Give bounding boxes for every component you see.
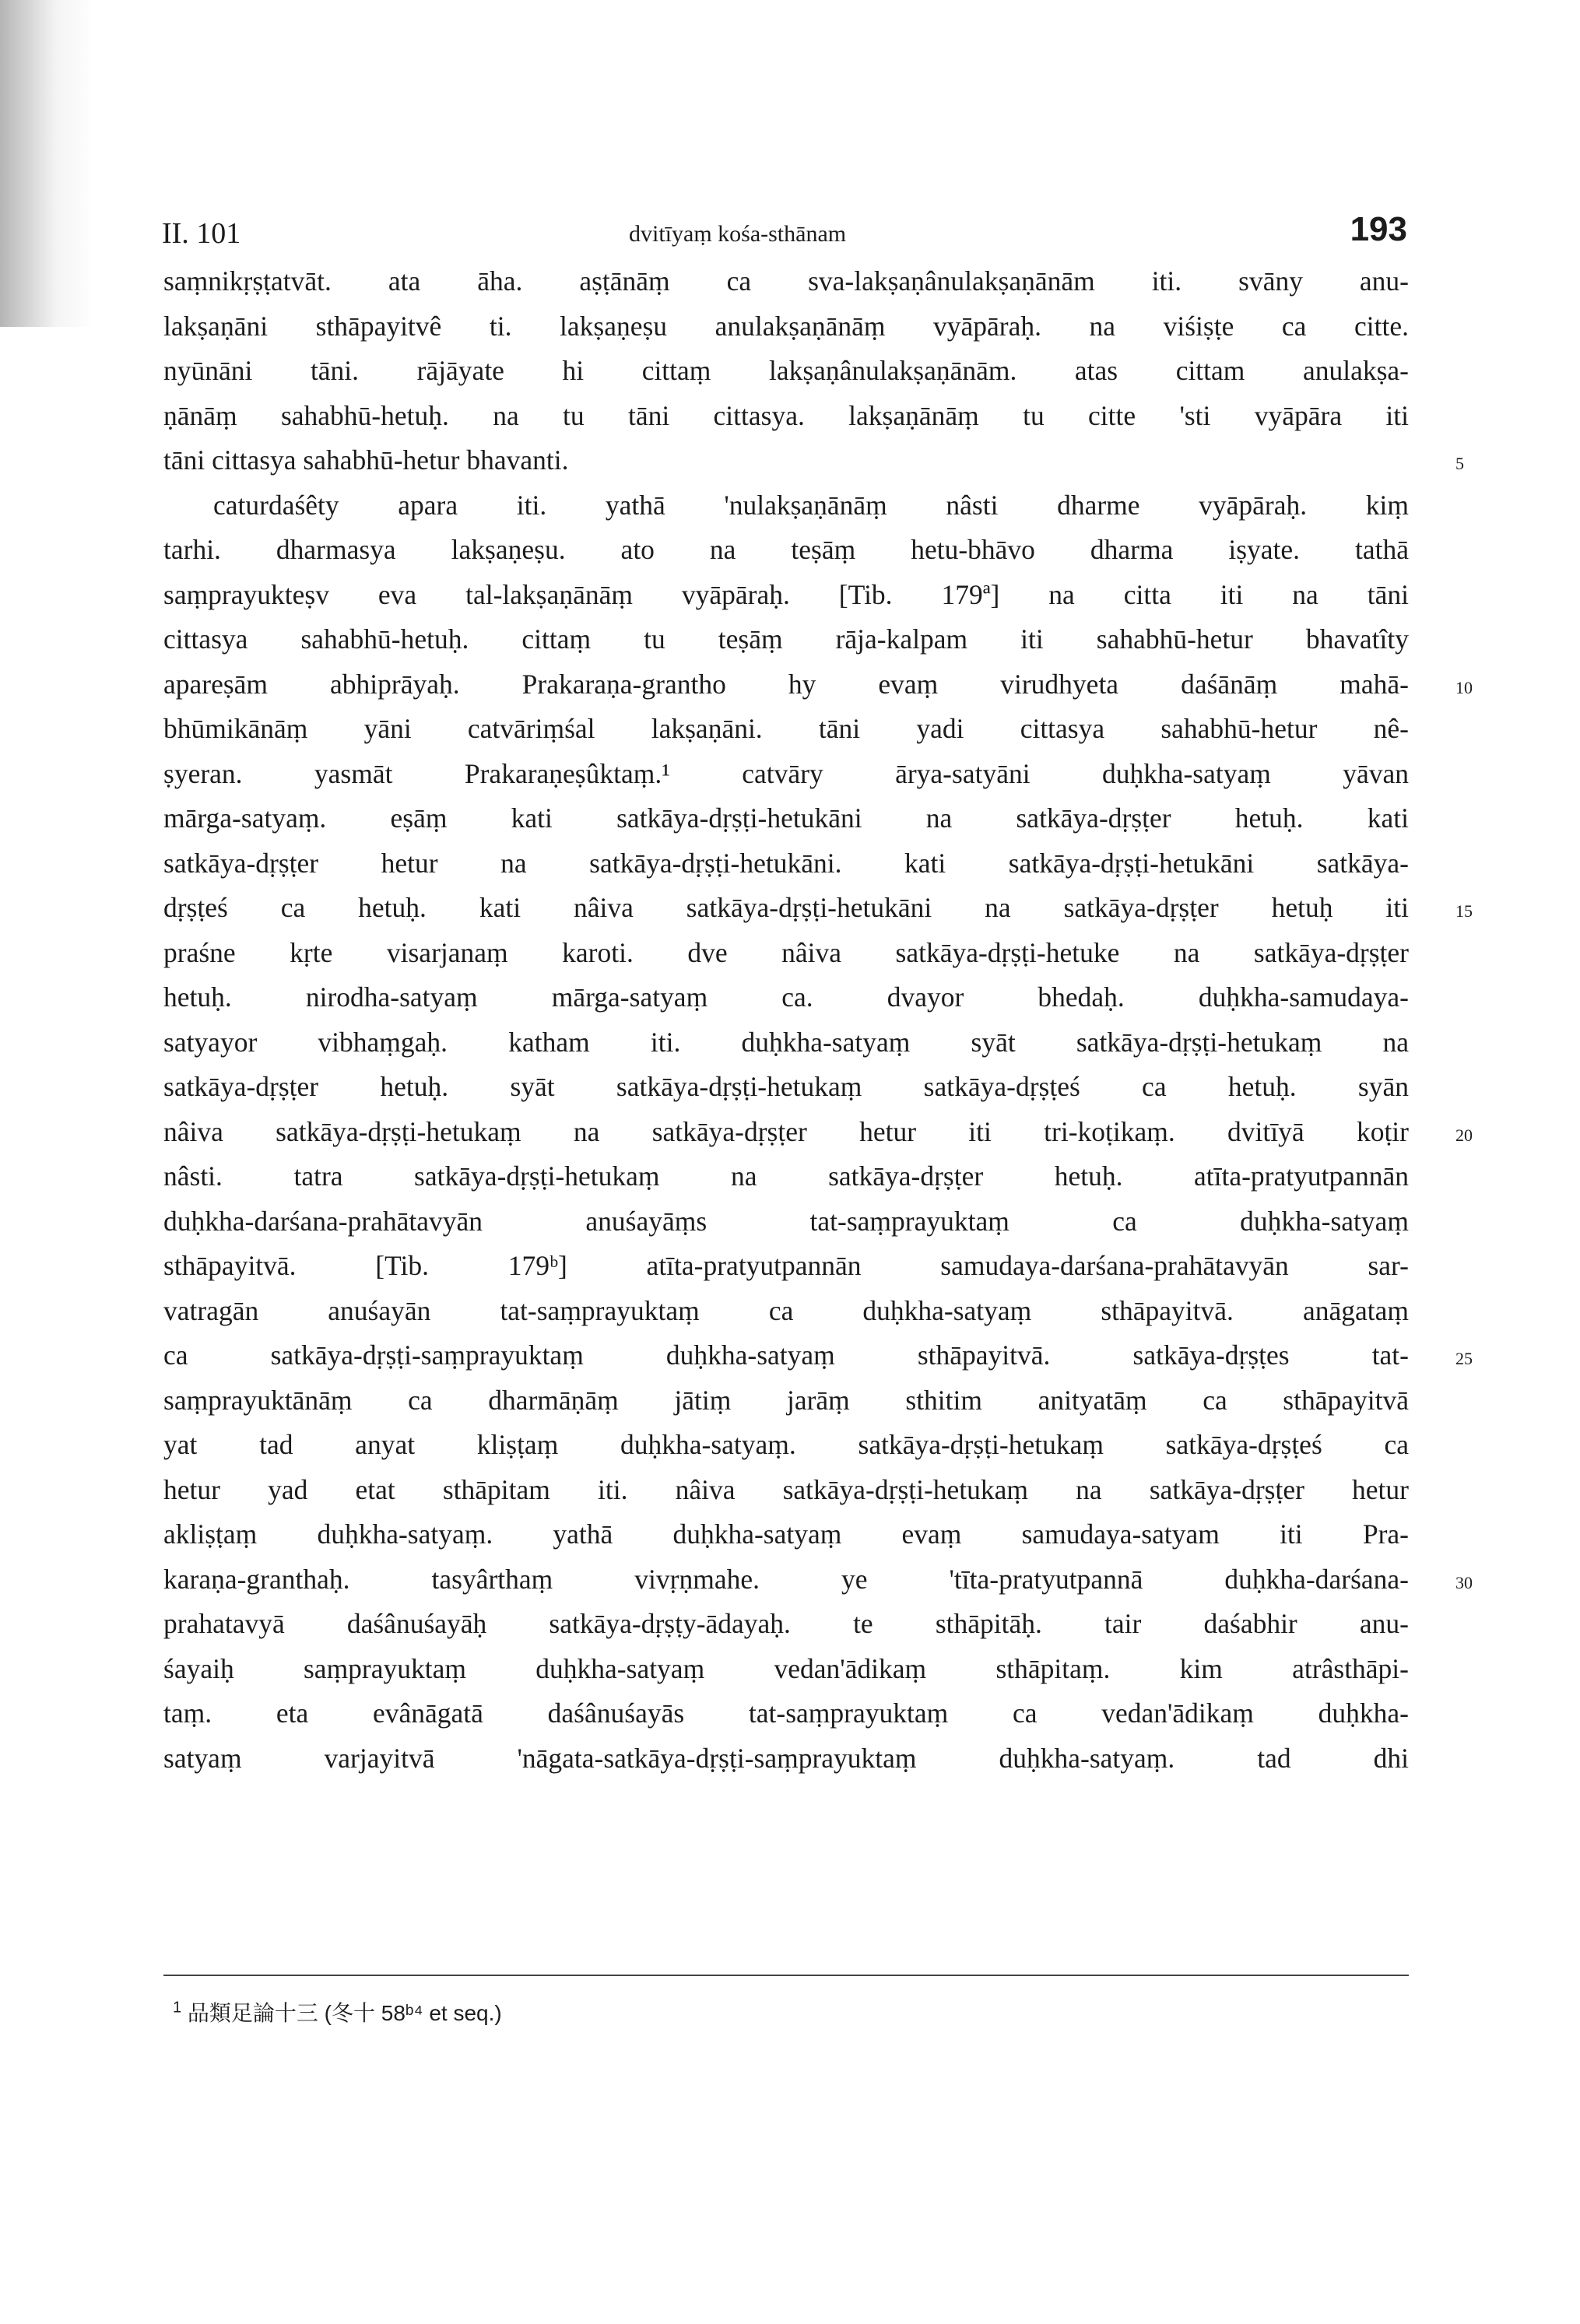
text-line (163, 1736, 1409, 1782)
text-line-content: tarhi. dharmasya lakṣaṇeṣu. ato na teṣāṃ hetu-bhāvo dharma iṣyate. tathā (163, 534, 1409, 565)
footnote-marker: 1 (173, 1999, 182, 2017)
scan-edge-shadow (0, 0, 93, 327)
text-line-content: lakṣaṇāni sthāpayitvê ti. lakṣaṇeṣu anulakṣaṇānāṃ vyāpāraḥ. na viśiṣṭe ca citte. (163, 310, 1409, 342)
text-line-content: saṃprayukteṣv eva tal-lakṣaṇānāṃ vyāpāraḥ. [Tib. 179ª] na citta iti na tāni (163, 578, 1409, 610)
text-line (163, 1691, 1409, 1736)
text-line (163, 1423, 1409, 1468)
text-line (163, 1378, 1409, 1424)
line-number: 20 (1455, 1125, 1473, 1145)
text-line-content: prahatavyā daśânuśayāḥ satkāya-dṛṣṭy-ādayaḥ. te sthāpitāḥ. tair daśabhir anu- (163, 1608, 1409, 1639)
text-line (163, 1333, 1473, 1378)
text-line (163, 483, 1409, 528)
text-line-content: saṃprayuktānāṃ ca dharmāṇāṃ jātiṃ jarāṃ sthitim anityatāṃ ca sthāpayitvā (163, 1384, 1409, 1416)
running-header (162, 210, 1407, 257)
text-line (163, 349, 1409, 394)
text-line (163, 841, 1409, 886)
footnote-rule (163, 1975, 1409, 1976)
text-line (163, 573, 1409, 618)
text-line (163, 886, 1473, 931)
text-line (163, 1557, 1473, 1603)
text-line (163, 528, 1409, 573)
text-line-content: satyayor vibhaṃgaḥ. katham iti. duḥkha-satyaṃ syāt satkāya-dṛṣṭi-hetukaṃ na (163, 1026, 1409, 1058)
text-line (163, 259, 1409, 304)
line-number: 15 (1455, 901, 1473, 921)
line-number: 25 (1455, 1349, 1473, 1368)
text-line-content: taṃ. eta evânāgatā daśânuśayās tat-saṃprayuktaṃ ca vedan'ādikaṃ duḥkha- (163, 1697, 1409, 1729)
text-line-content: duḥkha-darśana-prahātavyān anuśayāṃs tat-saṃprayuktaṃ ca duḥkha-satyaṃ (163, 1205, 1409, 1237)
footnote (173, 1996, 502, 2027)
text-line-content: karaṇa-granthaḥ. tasyârthaṃ vivṛṇmahe. ye 'tīta-pratyutpannā duḥkha-darśana- (163, 1563, 1409, 1595)
text-line (163, 1199, 1409, 1244)
text-line-content: satyaṃ varjayitvā 'nāgata-satkāya-dṛṣṭi-saṃprayuktaṃ duḥkha-satyaṃ. tad dhi (163, 1742, 1409, 1774)
text-line-content: satkāya-dṛṣṭer hetur na satkāya-dṛṣṭi-hetukāni. kati satkāya-dṛṣṭi-hetukāni satkāya- (163, 847, 1409, 879)
text-line (163, 1289, 1409, 1334)
text-line-content: cittasya sahabhū-hetuḥ. cittaṃ tu teṣāṃ rāja-kalpam iti sahabhū-hetur bhavatîty (163, 623, 1409, 655)
section-reference: II. 101 (162, 217, 241, 250)
text-line (163, 796, 1409, 841)
text-line (163, 975, 1409, 1020)
text-line-content: akliṣṭaṃ duḥkha-satyaṃ. yathā duḥkha-satyaṃ evaṃ samudaya-satyam iti Pra- (163, 1518, 1409, 1550)
text-line-content: satkāya-dṛṣṭer hetuḥ. syāt satkāya-dṛṣṭi-hetukaṃ satkāya-dṛṣṭeś ca hetuḥ. syān (163, 1071, 1409, 1102)
text-line-content: apareṣām abhiprāyaḥ. Prakaraṇa-grantho hy evaṃ virudhyeta daśānāṃ mahā- (163, 668, 1409, 700)
text-line-content: vatragān anuśayān tat-saṃprayuktaṃ ca duḥkha-satyaṃ sthāpayitvā. anāgataṃ (163, 1294, 1409, 1326)
text-line-content: śayaiḥ saṃprayuktaṃ duḥkha-satyaṃ vedan'ādikaṃ sthāpitaṃ. kim atrâsthāpi- (163, 1652, 1409, 1684)
footnote-text: 品類足論十三 (冬十 58ᵇ⁴ et seq.) (187, 2001, 502, 2025)
text-line (163, 752, 1409, 797)
text-line (163, 1512, 1409, 1557)
text-line-content: ṣyeran. yasmāt Prakaraṇeṣûktaṃ.¹ catvāry ārya-satyāni duḥkha-satyaṃ yāvan (163, 757, 1409, 789)
text-line-content: nâsti. tatra satkāya-dṛṣṭi-hetukaṃ na satkāya-dṛṣṭer hetuḥ. atīta-pratyutpannān (163, 1160, 1409, 1192)
text-line (163, 438, 1464, 483)
text-line (163, 1647, 1409, 1692)
text-line (163, 1602, 1409, 1647)
text-line (163, 1244, 1409, 1289)
text-line-content: nâiva satkāya-dṛṣṭi-hetukaṃ na satkāya-dṛṣṭer hetur iti tri-koṭikaṃ. dvitīyā koṭir (163, 1115, 1409, 1147)
page-number: 193 (1350, 210, 1407, 248)
text-line-content: ca satkāya-dṛṣṭi-saṃprayuktaṃ duḥkha-satyaṃ sthāpayitvā. satkāya-dṛṣṭes tat- (163, 1339, 1409, 1371)
text-line (163, 707, 1409, 752)
text-line-content: ṇānāṃ sahabhū-hetuḥ. na tu tāni cittasya. lakṣaṇānāṃ tu citte 'sti vyāpāra iti (163, 399, 1409, 431)
text-line (163, 662, 1473, 707)
text-line (163, 1065, 1409, 1110)
text-line-content: yat tad anyat kliṣṭaṃ duḥkha-satyaṃ. satkāya-dṛṣṭi-hetukaṃ satkāya-dṛṣṭeś ca (163, 1429, 1409, 1460)
text-line (163, 1468, 1409, 1513)
text-line (163, 1020, 1409, 1065)
body-text (163, 259, 1473, 1781)
text-line-content: bhūmikānāṃ yāni catvāriṃśal lakṣaṇāni. tāni yadi cittasya sahabhū-hetur nê- (163, 713, 1409, 744)
running-title: dvitīyaṃ kośa-sthānam (629, 221, 847, 247)
line-number: 5 (1455, 454, 1464, 473)
text-line-content: tāni cittasya sahabhū-hetur bhavanti. (163, 444, 569, 476)
text-line-content: dṛṣṭeś ca hetuḥ. kati nâiva satkāya-dṛṣṭi-hetukāni na satkāya-dṛṣṭer hetuḥ iti (163, 892, 1409, 923)
text-line (163, 1154, 1409, 1199)
text-line-content: hetuḥ. nirodha-satyaṃ mārga-satyaṃ ca. dvayor bhedaḥ. duḥkha-samudaya- (163, 981, 1409, 1013)
line-number: 30 (1455, 1572, 1473, 1592)
text-line-content: sthāpayitvā. [Tib. 179ᵇ] atīta-pratyutpannān samudaya-darśana-prahātavyān sar- (163, 1250, 1409, 1281)
text-line-content: praśne kṛte visarjanaṃ karoti. dve nâiva satkāya-dṛṣṭi-hetuke na satkāya-dṛṣṭer (163, 936, 1409, 968)
text-line (163, 1110, 1473, 1155)
text-line-content: mārga-satyaṃ. eṣāṃ kati satkāya-dṛṣṭi-hetukāni na satkāya-dṛṣṭer hetuḥ. kati (163, 802, 1409, 834)
text-line-content: saṃnikṛṣṭatvāt. ata āha. aṣṭānāṃ ca sva-lakṣaṇânulakṣaṇānām iti. svāny anu- (163, 265, 1409, 297)
text-line-content: hetur yad etat sthāpitam iti. nâiva satkāya-dṛṣṭi-hetukaṃ na satkāya-dṛṣṭer hetur (163, 1473, 1409, 1505)
text-line (163, 304, 1409, 349)
text-line (163, 394, 1409, 439)
text-line (163, 617, 1409, 662)
line-number: 10 (1455, 677, 1473, 697)
text-line-content: caturdaśêty apara iti. yathā 'nulakṣaṇānāṃ nâsti dharme vyāpāraḥ. kiṃ (213, 489, 1409, 521)
text-line-content: nyūnāni tāni. rājāyate hi cittaṃ lakṣaṇânulakṣaṇānām. atas cittam anulakṣa- (163, 355, 1409, 386)
text-line (163, 931, 1409, 976)
